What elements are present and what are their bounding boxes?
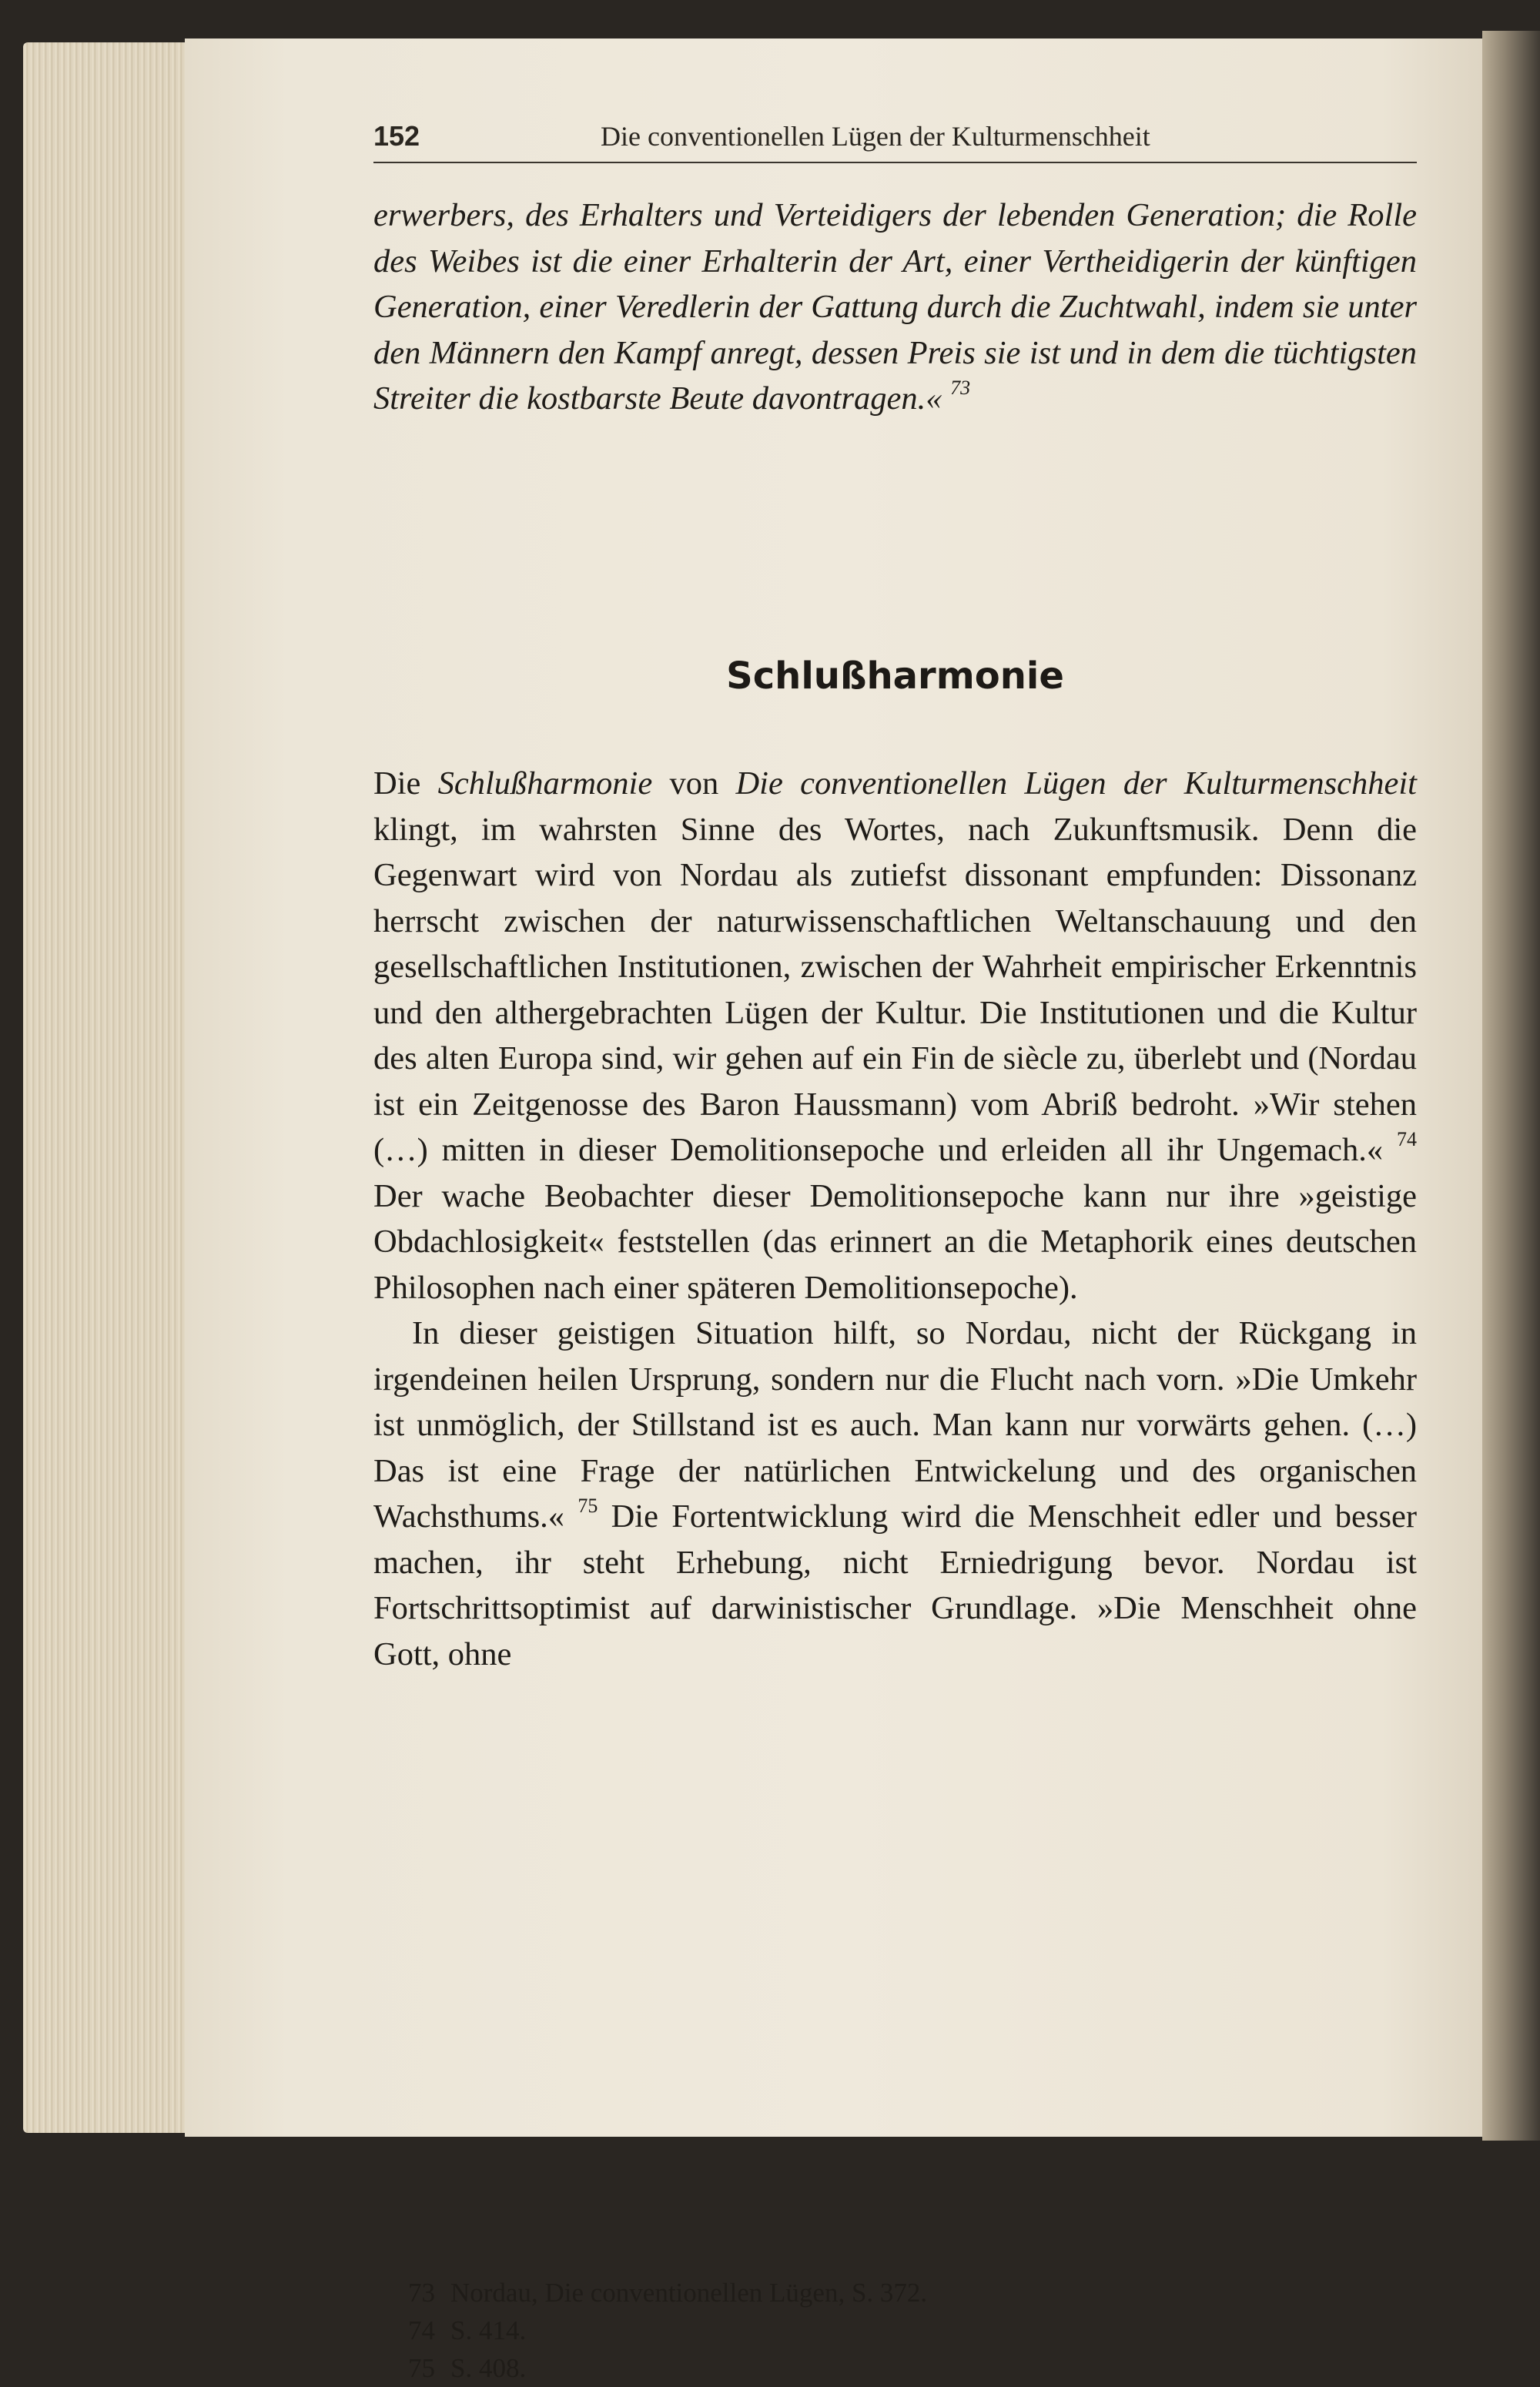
block-quote xyxy=(373,192,1417,422)
footnote xyxy=(408,2274,1409,2312)
p1-text-1: Die xyxy=(373,765,438,802)
p1-italic-title: Die conventionellen Lügen der Kulturmenschheit xyxy=(735,765,1417,802)
footnote-ref-75: 75 xyxy=(578,1494,598,1517)
p1-italic-term: Schlußharmonie xyxy=(437,765,653,802)
footnote-text: Nordau, Die conventionellen Lügen, S. 372. xyxy=(450,2278,928,2308)
footnote-number: 74 xyxy=(408,2315,435,2345)
p1-text-2: von xyxy=(652,765,736,802)
p2-text-1: In dieser geistigen Situation hilft, so Nordau, nicht der Rückgang in irgendeinen heilen Ursprung, sondern nur die Flucht nach vorn. »Die Umkehr ist unmöglich, der Stillstand ist es auch. Man kann nur vorwärts gehen. (…) Das ist eine Frage der natürlichen Entwickelung und des organischen Wachsthums.« xyxy=(373,1315,1417,1535)
p1-text-4: Der wache Beobachter dieser Demolitionsepoche kann nur ihre »geistige Obdachlosigkeit« feststellen (das erinnert an die Metaphorik eines deutschen Philosophen nach einer späteren Demolitionsepoche). xyxy=(373,1177,1417,1306)
footnote xyxy=(408,2312,1409,2349)
body-text xyxy=(373,761,1417,1677)
p2-text-2: Die Fortentwicklung wird die Menschheit edler und besser machen, ihr steht Erhebung, nicht Erniedrigung bevor. Nordau ist Fortschrittsoptimist auf darwinistischer Grundlage. »Die Menschheit ohne Gott, ohne xyxy=(373,1498,1417,1672)
footnote xyxy=(408,2349,1409,2387)
paragraph-1 xyxy=(373,761,1417,1311)
footnote-ref-74: 74 xyxy=(1397,1127,1417,1150)
page-number: 152 xyxy=(373,120,420,152)
footnote-number: 73 xyxy=(408,2278,435,2308)
footnote-text: S. 414. xyxy=(450,2315,527,2345)
p1-text-3: klingt, im wahrsten Sinne des Wortes, nach Zukunftsmusik. Denn die Gegenwart wird von Nordau als zutiefst dissonant empfunden: Dissonanz herrscht zwischen der naturwissenschaftlichen Weltanschauung und den gesellschaftlichen Institutionen, zwischen der Wahrheit empirischer Erkenntnis und den althergebrachten Lügen der Kultur. Die Institutionen und die Kultur des alten Europa sind, wir gehen auf ein Fin de siècle zu, überlebt und (Nordau ist ein Zeitgenosse des Baron Haussmann) vom Abriß bedroht. »Wir stehen (…) mitten in dieser Demolitionsepoche und erleiden all ihr Ungemach.« xyxy=(373,811,1417,1168)
paragraph-2 xyxy=(373,1311,1417,1677)
running-header xyxy=(373,116,1417,163)
section-heading: Schlußharmonie xyxy=(726,654,1064,698)
footnotes xyxy=(408,2274,1409,2387)
running-title: Die conventionellen Lügen der Kulturmenschheit xyxy=(601,121,1150,152)
facing-page-edge xyxy=(1482,31,1540,2141)
quote-text: erwerbers, des Erhalters und Verteidigers der lebenden Generation; die Rolle des Weibes ist die einer Erhalterin der Art, einer Vertheidigerin der künftigen Generation, einer Veredlerin der Gattung durch die Zuchtwahl, indem sie unter den Männern den Kampf anregt, dessen Preis sie ist und in dem die tüchtigsten Streiter die kostbarste Beute davontragen.« xyxy=(373,197,1417,417)
book-page-edges xyxy=(23,42,192,2133)
quote-paragraph xyxy=(373,192,1417,422)
footnote-ref-73: 73 xyxy=(950,376,971,399)
footnote-text: S. 408. xyxy=(450,2353,527,2383)
footnote-number: 75 xyxy=(408,2353,435,2383)
